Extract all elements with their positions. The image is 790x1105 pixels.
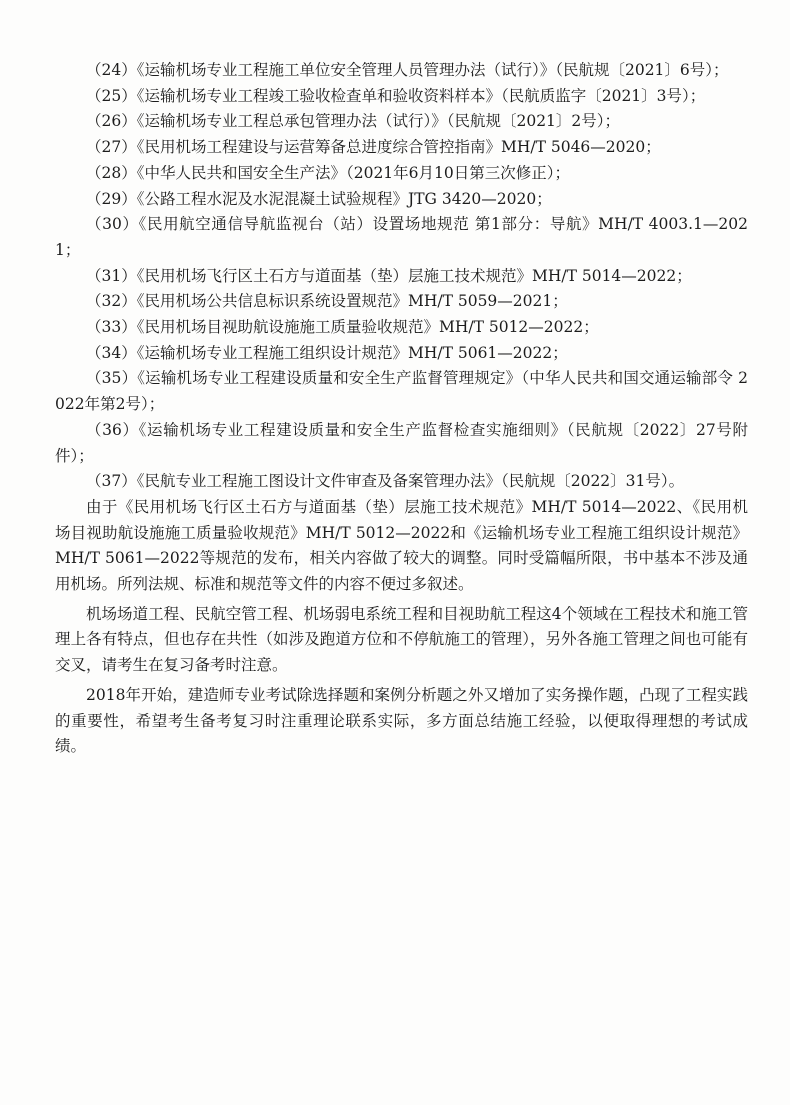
reference-item-26: （26）《运输机场专业工程总承包管理办法（试行）》（民航规〔2021〕2号）； (86, 112, 621, 131)
reference-item-32: （32）《民用机场公共信息标识系统设置规范》MH/T 5059—2021； (86, 292, 568, 311)
reference-item-36: （36）《运输机场专业工程建设质量和安全生产监督检查实施细则》（民航规〔2022〕27号附件）； (55, 420, 748, 465)
reference-item-35: （35）《运输机场专业工程建设质量和安全生产监督管理规定》（中华人民共和国交通运输部令 2022年第2号）； (55, 369, 748, 414)
body-paragraph-fields-note: 机场场道工程、民航空管工程、机场弱电系统工程和目视助航工程这4个领域在工程技术和施工管理上各有特点，但也存在共性（如涉及跑道方位和不停航施工的管理），另外各施工管理之间也可能有交叉，请考生在复习备考时注意。 (55, 604, 748, 675)
reference-item-37: （37）《民航专业工程施工图设计文件审查及备案管理办法》（民航规〔2022〕31号）。 (86, 472, 685, 491)
body-paragraph-standards-note: 由于《民用机场飞行区土石方与道面基（垫）层施工技术规范》MH/T 5014—2022、《民用机场目视助航设施施工质量验收规范》MH/T 5012—2022和《运输机场专业工程施工组织设计规范》MH/T 5061—2022等规范的发布，相关内容做了较大的调整。同时受篇幅所限，书中基本不涉及通用机场。所列法规、标准和规范等文件的内容不便过多叙述。 (55, 497, 748, 594)
reference-item-24: （24）《运输机场专业工程施工单位安全管理人员管理办法（试行）》（民航规〔2021〕6号）； (86, 61, 729, 79)
reference-item-33: （33）《民用机场目视助航设施施工质量验收规范》MH/T 5012—2022； (86, 318, 599, 337)
reference-item-29: （29）《公路工程水泥及水泥混凝土试验规程》JTG 3420—2020； (86, 189, 552, 208)
document-page (55, 58, 748, 760)
reference-item-30: （30）《民用航空通信导航监视台（站）设置场地规范 第1部分：导航》MH/T 4003.1—2021； (55, 215, 748, 259)
reference-item-34: （34）《运输机场专业工程施工组织设计规范》MH/T 5061—2022； (86, 343, 568, 362)
reference-item-25: （25）《运输机场专业工程竣工验收检查单和验收资料样本》（民航质监字〔2021〕3号）； (86, 86, 706, 105)
reference-item-31: （31）《民用机场飞行区土石方与道面基（垫）层施工技术规范》MH/T 5014—2022； (86, 266, 692, 285)
reference-item-27: （27）《民用机场工程建设与运营筹备总进度综合管控指南》MH/T 5046—2020； (86, 138, 661, 157)
reference-item-28: （28）《中华人民共和国安全生产法》（2021年6月10日第三次修正）； (86, 163, 571, 182)
body-paragraph-exam-note: 2018年开始，建造师专业考试除选择题和案例分析题之外又增加了实务操作题，凸现了工程实践的重要性，希望考生备考复习时注重理论联系实际，多方面总结施工经验，以便取得理想的考试成绩。 (55, 685, 748, 756)
